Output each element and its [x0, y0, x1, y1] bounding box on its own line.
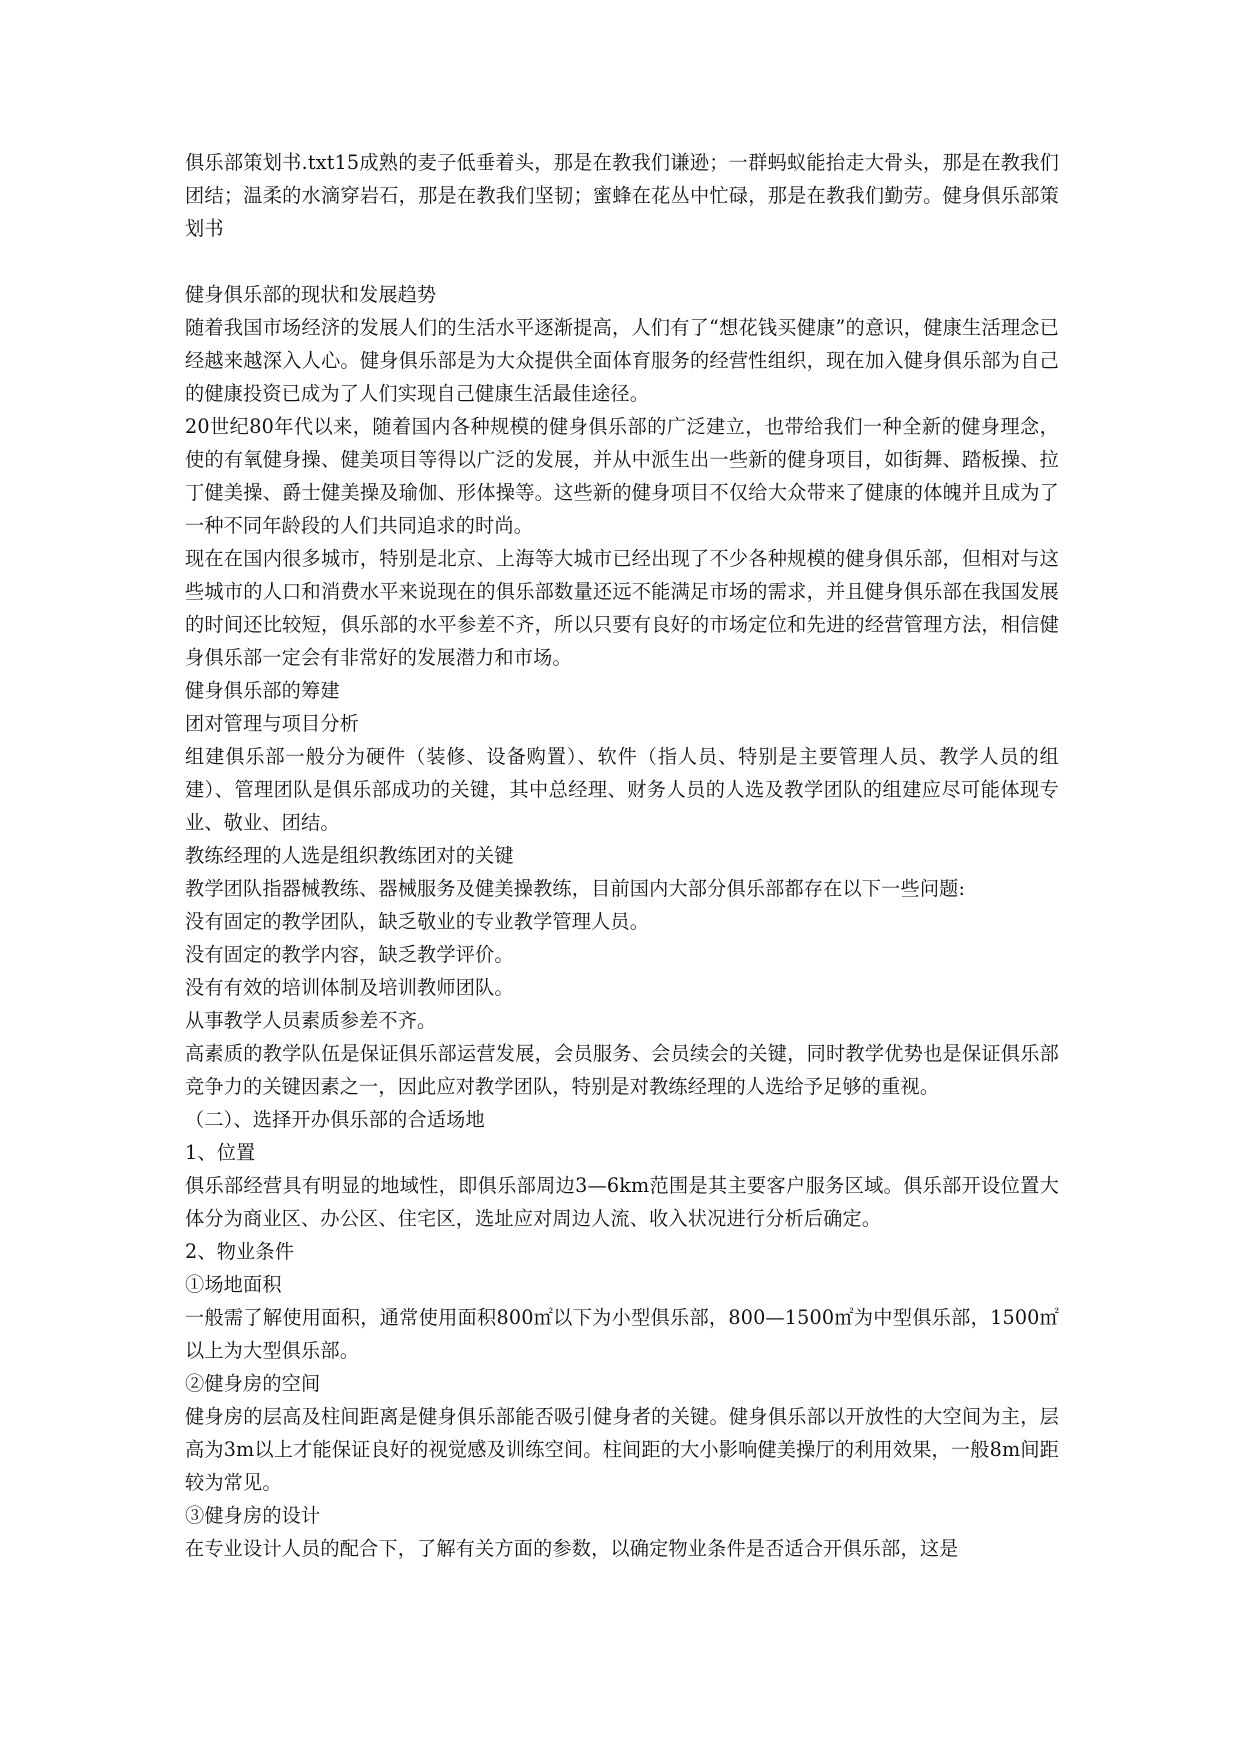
body-paragraph: 俱乐部经营具有明显的地域性，即俱乐部周边3—6km范围是其主要客户服务区域。俱乐部开设位置大体分为商业区、办公区、住宅区，选址应对周边人流、收入状况进行分析后确定。 — [185, 1174, 1059, 1230]
body-paragraph: 随着我国市场经济的发展人们的生活水平逐渐提高，人们有了“想花钱买健康”的意识，健康生活理念已经越来越深入人心。健身俱乐部是为大众提供全面体育服务的经营性组织，现在加入健身俱乐部为自己的健康投资已成为了人们实现自己健康生活最佳途径。 — [185, 316, 1059, 405]
blank-line — [185, 245, 1059, 278]
problem-item: 没有固定的教学团队，缺乏敬业的专业教学管理人员。 — [185, 910, 650, 933]
body-paragraph: 现在在国内很多城市，特别是北京、上海等大城市已经出现了不少各种规模的健身俱乐部，但相对与这些城市的人口和消费水平来说现在的俱乐部数量还远不能满足市场的需求，并且健身俱乐部在我国发展的时间还比较短，俱乐部的水平参差不齐，所以只要有良好的市场定位和先进的经营管理方法，相信健身俱乐部一定会有非常好的发展潜力和市场。 — [185, 547, 1059, 669]
subsection-heading: 教练经理的人选是组织教练团对的关键 — [185, 844, 514, 867]
item-heading: ①场地面积 — [185, 1273, 282, 1296]
problem-item: 没有有效的培训体制及培训教师团队。 — [185, 976, 514, 999]
section-heading: （二）、选择开办俱乐部的合适场地 — [185, 1108, 485, 1131]
problem-item: 从事教学人员素质参差不齐。 — [185, 1009, 437, 1032]
problem-item: 没有固定的教学内容，缺乏教学评价。 — [185, 943, 514, 966]
intro-paragraph: 俱乐部策划书.txt15成熟的麦子低垂着头，那是在教我们谦逊；一群蚂蚁能抬走大骨头，那是在教我们团结；温柔的水滴穿岩石，那是在教我们坚韧；蜜蜂在花丛中忙碌，那是在教我们勤劳。健身俱乐部策划书 — [185, 151, 1059, 240]
body-paragraph: 高素质的教学队伍是保证俱乐部运营发展，会员服务、会员续会的关键，同时教学优势也是保证俱乐部竞争力的关键因素之一，因此应对教学团队，特别是对教练经理的人选给予足够的重视。 — [185, 1042, 1059, 1098]
section-heading: 健身俱乐部的筹建 — [185, 679, 340, 702]
subsection-heading: 团对管理与项目分析 — [185, 712, 360, 735]
body-paragraph: 一般需了解使用面积，通常使用面积800㎡以下为小型俱乐部，800—1500㎡为中型俱乐部，1500㎡以上为大型俱乐部。 — [185, 1306, 1059, 1362]
document-page — [185, 146, 1059, 1565]
subsection-heading: 1、位置 — [185, 1141, 256, 1164]
subsection-heading: 2、物业条件 — [185, 1240, 295, 1263]
body-paragraph: 20世纪80年代以来，随着国内各种规模的健身俱乐部的广泛建立，也带给我们一种全新的健身理念，使的有氧健身操、健美项目等得以广泛的发展，并从中派生出一些新的健身项目，如街舞、踏板操、拉丁健美操、爵士健美操及瑜伽、形体操等。这些新的健身项目不仅给大众带来了健康的体魄并且成为了一种不同年龄段的人们共同追求的时尚。 — [185, 415, 1059, 537]
body-paragraph: 教学团队指器械教练、器械服务及健美操教练，目前国内大部分俱乐部都存在以下一些问题: — [185, 877, 966, 900]
body-paragraph: 在专业设计人员的配合下，了解有关方面的参数，以确定物业条件是否适合开俱乐部，这是 — [185, 1537, 959, 1560]
section-heading: 健身俱乐部的现状和发展趋势 — [185, 283, 437, 306]
body-paragraph: 组建俱乐部一般分为硬件（装修、设备购置）、软件（指人员、特别是主要管理人员、教学人员的组建）、管理团队是俱乐部成功的关键，其中总经理、财务人员的人选及教学团队的组建应尽可能体现专业、敬业、团结。 — [185, 745, 1059, 834]
item-heading: ②健身房的空间 — [185, 1372, 321, 1395]
item-heading: ③健身房的设计 — [185, 1504, 321, 1527]
body-paragraph: 健身房的层高及柱间距离是健身俱乐部能否吸引健身者的关键。健身俱乐部以开放性的大空间为主，层高为3m以上才能保证良好的视觉感及训练空间。柱间距的大小影响健美操厅的利用效果，一般8m间距较为常见。 — [185, 1405, 1059, 1494]
